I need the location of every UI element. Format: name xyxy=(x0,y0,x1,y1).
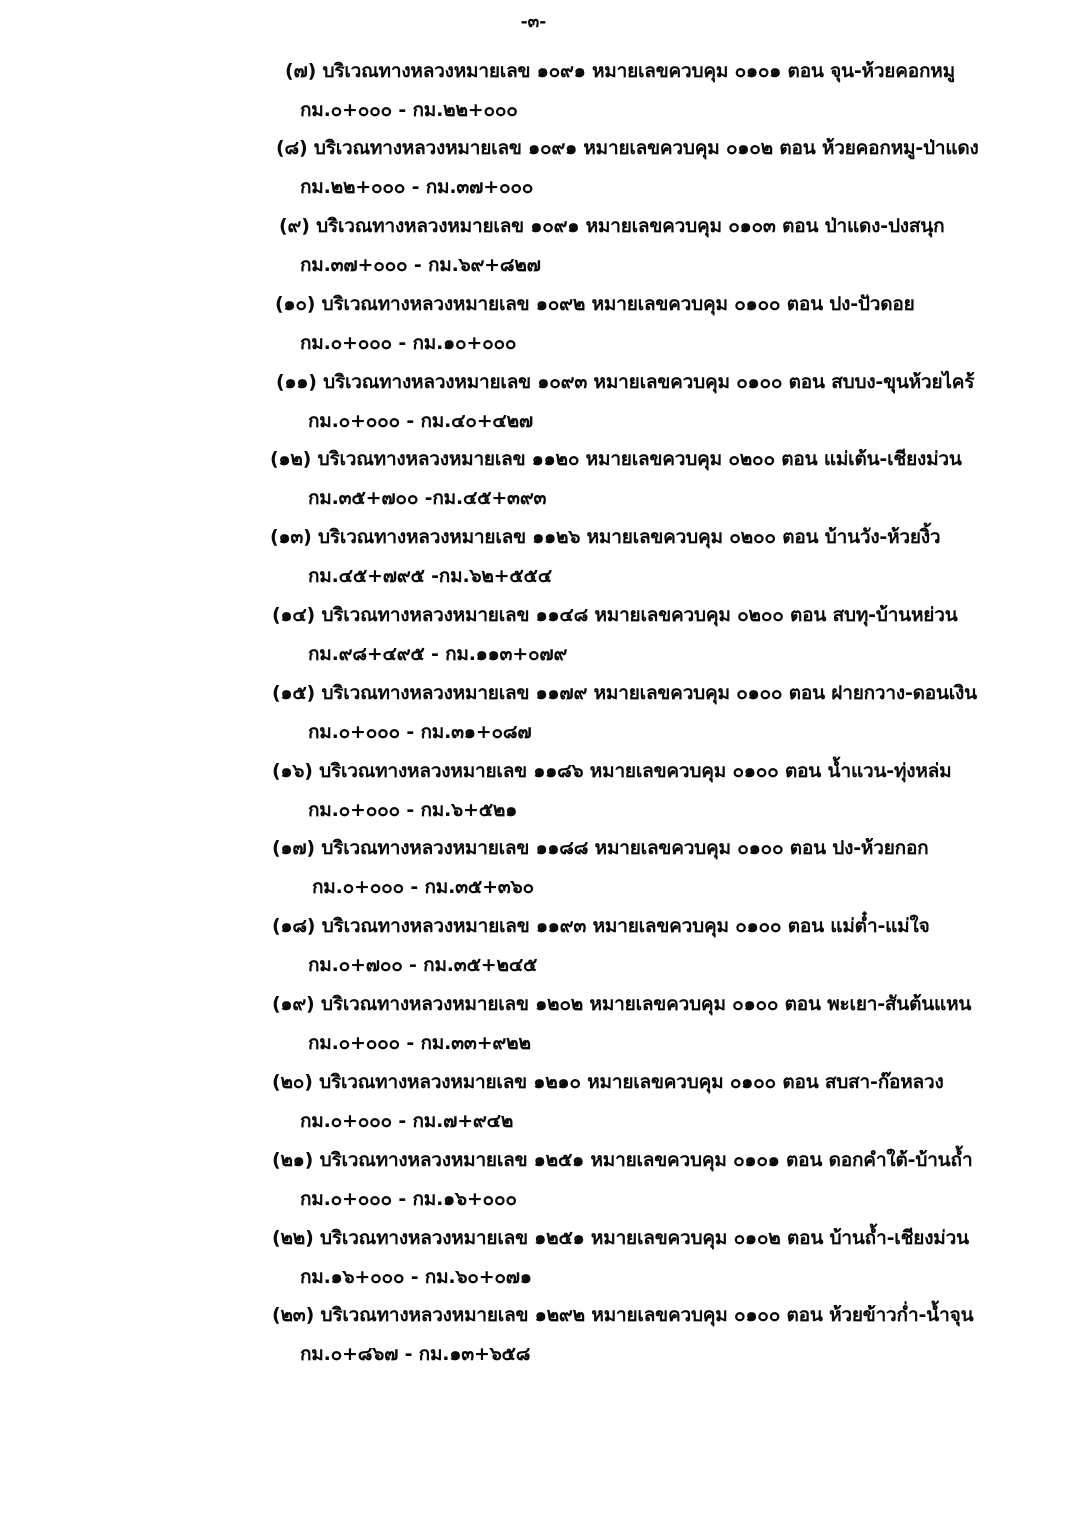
entry-description: บริเวณทางหลวงหมายเลข ๑๒๑๐ หมายเลขควบคุม ๐๑๐๐ ตอน สบสา-ก๊อหลวง xyxy=(319,1071,944,1093)
entry-description: บริเวณทางหลวงหมายเลข ๑๑๒๖ หมายเลขควบคุม ๐๒๐๐ ตอน บ้านวัง-ห้วยงิ้ว xyxy=(318,526,941,548)
entry-description: บริเวณทางหลวงหมายเลข ๑๐๙๓ หมายเลขควบคุม ๐๑๐๐ ตอน สบบง-ขุนห้วยไคร้ xyxy=(323,371,975,393)
entry-number: (๒๐) xyxy=(272,1071,313,1093)
entry-km-range: กม.๐+๐๐๐ - กม.๒๒+๐๐๐ xyxy=(300,99,518,121)
entry-km-range: กม.๔๕+๗๙๕ -กม.๖๒+๕๕๔ xyxy=(308,565,552,587)
entry-description: บริเวณทางหลวงหมายเลข ๑๑๔๘ หมายเลขควบคุม ๐๒๐๐ ตอน สบทุ-บ้านหย่วน xyxy=(321,604,958,626)
entry-description: บริเวณทางหลวงหมายเลข ๑๒๙๒ หมายเลขควบคุม ๐๑๐๐ ตอน ห้วยข้าวก่ำ-น้ำจุน xyxy=(320,1304,974,1326)
page-number: -๓- xyxy=(520,12,547,32)
entry-description: บริเวณทางหลวงหมายเลข ๑๐๙๑ หมายเลขควบคุม ๐๑๐๓ ตอน ป่าแดง-ปงสนุก xyxy=(316,215,945,237)
entry-km-range: กม.๐+๐๐๐ - กม.๔๐+๔๒๗ xyxy=(308,410,534,432)
entry-km-range: กม.๒๒+๐๐๐ - กม.๓๗+๐๐๐ xyxy=(300,176,534,198)
entry-number: (๑๗) xyxy=(272,837,315,859)
entry-main-line xyxy=(272,1223,969,1253)
entry-main-line xyxy=(285,56,955,86)
entry-main-line xyxy=(272,678,977,708)
entry-main-line xyxy=(272,1145,972,1175)
entry-main-line xyxy=(279,211,944,241)
entry-number: (๙) xyxy=(279,215,310,237)
entry-number: (๗) xyxy=(285,60,317,82)
entry-number: (๘) xyxy=(276,137,308,159)
entry-main-line xyxy=(270,522,940,552)
entry-description: บริเวณทางหลวงหมายเลข ๑๑๘๘ หมายเลขควบคุม ๐๑๐๐ ตอน ปง-ห้วยกอก xyxy=(321,837,929,859)
entry-description: บริเวณทางหลวงหมายเลข ๑๑๘๖ หมายเลขควบคุม ๐๑๐๐ ตอน น้ำแวน-ทุ่งหล่ม xyxy=(319,760,952,782)
entry-description: บริเวณทางหลวงหมายเลข ๑๑๗๙ หมายเลขควบคุม ๐๑๐๐ ตอน ฝายกวาง-ดอนเงิน xyxy=(321,682,977,704)
entry-km-range: กม.๐+๘๖๗ - กม.๑๓+๖๕๘ xyxy=(300,1343,531,1365)
entry-number: (๑๔) xyxy=(272,604,316,626)
entry-km-range: กม.๑๖+๐๐๐ - กม.๖๐+๐๗๑ xyxy=(300,1266,532,1288)
entry-description: บริเวณทางหลวงหมายเลข ๑๒๕๑ หมายเลขควบคุม ๐๑๐๑ ตอน ดอกคำใต้-บ้านถ้ำ xyxy=(319,1149,973,1171)
entry-description: บริเวณทางหลวงหมายเลข ๑๒๕๑ หมายเลขควบคุม ๐๑๐๒ ตอน บ้านถ้ำ-เชียงม่วน xyxy=(320,1227,969,1249)
entry-description: บริเวณทางหลวงหมายเลข ๑๐๙๑ หมายเลขควบคุม ๐๑๐๑ ตอน จุน-ห้วยคอกหมู xyxy=(322,60,955,82)
entry-main-line xyxy=(270,444,962,474)
entry-number: (๑๐) xyxy=(275,293,316,315)
entry-main-line xyxy=(272,600,958,630)
entry-main-line xyxy=(272,1067,944,1097)
entry-number: (๒๑) xyxy=(272,1149,314,1171)
entry-main-line xyxy=(272,833,928,863)
entry-description: บริเวณทางหลวงหมายเลข ๑๑๙๓ หมายเลขควบคุม ๐๑๐๐ ตอน แม่ต๋ำ-แม่ใจ xyxy=(321,915,930,937)
entry-number: (๑๒) xyxy=(270,448,312,470)
entry-number: (๑๓) xyxy=(270,526,312,548)
entry-km-range: กม.๐+๐๐๐ - กม.๑๐+๐๐๐ xyxy=(300,332,517,354)
entry-number: (๑๘) xyxy=(272,915,316,937)
entry-km-range: กม.๓๗+๐๐๐ - กม.๖๙+๘๒๗ xyxy=(300,254,541,276)
entry-main-line xyxy=(272,911,930,941)
entry-number: (๑๖) xyxy=(272,760,313,782)
entry-main-line xyxy=(272,756,951,786)
entry-number: (๒๒) xyxy=(272,1227,314,1249)
entry-km-range: กม.๐+๐๐๐ - กม.๖+๕๒๑ xyxy=(308,799,518,821)
entry-km-range: กม.๙๘+๔๙๕ - กม.๑๑๓+๐๗๙ xyxy=(308,643,568,665)
entry-main-line xyxy=(276,133,979,163)
entry-main-line xyxy=(272,989,971,1019)
entry-description: บริเวณทางหลวงหมายเลข ๑๑๒๐ หมายเลขควบคุม ๐๒๐๐ ตอน แม่เต้น-เชียงม่วน xyxy=(317,448,962,470)
entry-km-range: กม.๐+๐๐๐ - กม.๓๓+๙๒๒ xyxy=(308,1032,531,1054)
entry-description: บริเวณทางหลวงหมายเลข ๑๒๐๒ หมายเลขควบคุม ๐๑๐๐ ตอน พะเยา-สันต้นแหน xyxy=(320,993,972,1015)
entry-number: (๒๓) xyxy=(272,1304,315,1326)
entry-number: (๑๑) xyxy=(276,371,317,393)
entry-main-line xyxy=(272,1300,973,1330)
entry-km-range: กม.๐+๐๐๐ - กม.๗+๙๔๒ xyxy=(300,1110,514,1132)
entry-main-line xyxy=(276,367,974,397)
entry-km-range: กม.๓๕+๗๐๐ -กม.๔๕+๓๙๓ xyxy=(308,487,547,509)
entry-number: (๑๙) xyxy=(272,993,315,1015)
entry-km-range: กม.๐+๐๐๐ - กม.๓๑+๐๘๗ xyxy=(308,721,532,743)
entry-km-range: กม.๐+๗๐๐ - กม.๓๕+๒๔๕ xyxy=(308,954,538,976)
entry-main-line xyxy=(275,289,915,319)
entry-description: บริเวณทางหลวงหมายเลข ๑๐๙๒ หมายเลขควบคุม ๐๑๐๐ ตอน ปง-ปัวดอย xyxy=(321,293,915,315)
entry-km-range: กม.๐+๐๐๐ - กม.๓๕+๓๖๐ xyxy=(312,876,534,898)
entry-km-range: กม.๐+๐๐๐ - กม.๑๖+๐๐๐ xyxy=(300,1188,517,1210)
entry-number: (๑๕) xyxy=(272,682,316,704)
entry-description: บริเวณทางหลวงหมายเลข ๑๐๙๑ หมายเลขควบคุม ๐๑๐๒ ตอน ห้วยคอกหมู-ป่าแดง xyxy=(313,137,979,159)
